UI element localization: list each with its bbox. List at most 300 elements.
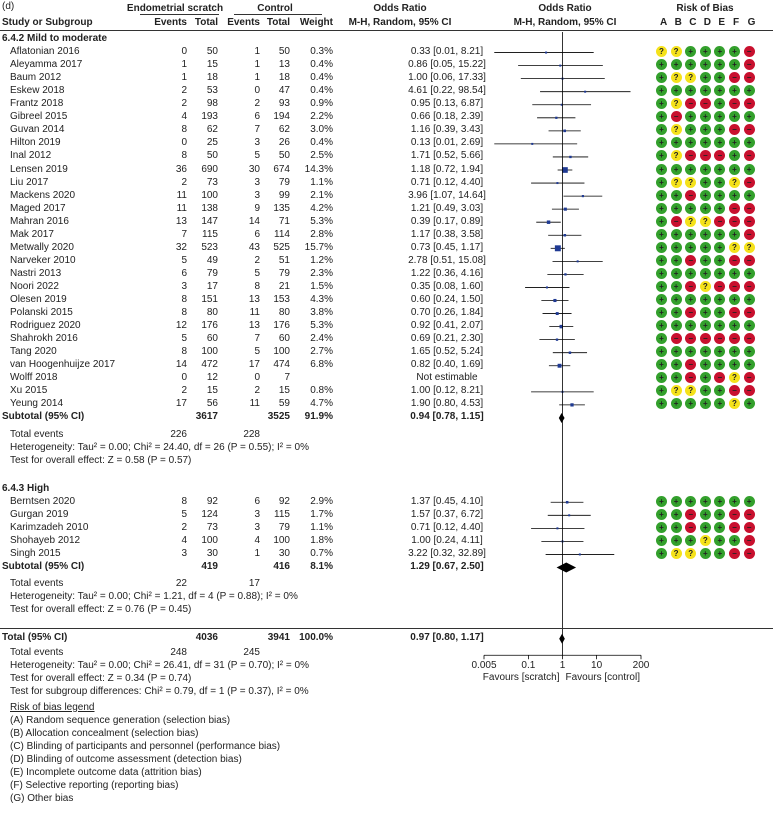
rob-low-icon: + xyxy=(671,320,682,331)
rob-low-icon: + xyxy=(671,535,682,546)
rob-low-icon: + xyxy=(700,111,711,122)
rob-low-icon: + xyxy=(729,294,740,305)
rob-low-icon: + xyxy=(671,307,682,318)
rob-letter-G: G xyxy=(747,17,756,28)
rob-unclear-icon: ? xyxy=(700,535,711,546)
rob-low-icon: + xyxy=(744,190,755,201)
rob-low-icon: + xyxy=(700,72,711,83)
study-name: Mahran 2016 xyxy=(10,215,69,227)
rob-high-icon: − xyxy=(744,72,755,83)
rob-low-icon: + xyxy=(700,268,711,279)
rob-low-icon: + xyxy=(685,268,696,279)
rob-low-icon: + xyxy=(729,535,740,546)
point-estimate-square xyxy=(558,364,562,368)
x-tick-label: 200 xyxy=(632,660,650,672)
control-total: 7 xyxy=(284,372,290,384)
rob-high-icon: − xyxy=(700,333,711,344)
subtotal-control-total: 416 xyxy=(273,561,290,572)
study-name: Tang 2020 xyxy=(10,346,57,358)
study-weight: 3.0% xyxy=(310,124,333,136)
control-events: 6 xyxy=(254,495,260,507)
x-tick-label: 1 xyxy=(559,660,566,672)
point-estimate-square xyxy=(555,117,557,119)
rob-unclear-icon: ? xyxy=(729,177,740,188)
subtotal-odds-ratio: 0.94 [0.78, 1.15] xyxy=(410,411,484,423)
control-events: 1 xyxy=(254,59,260,71)
control-events: 9 xyxy=(254,202,260,214)
rob-low-icon: + xyxy=(729,346,740,357)
rob-high-icon: − xyxy=(729,385,740,396)
scratch-events: 8 xyxy=(181,495,187,507)
study-odds-ratio: 4.61 [0.22, 98.54] xyxy=(408,85,486,97)
rob-low-icon: + xyxy=(700,522,711,533)
rob-low-icon: + xyxy=(714,124,725,135)
point-estimate-square xyxy=(556,527,558,529)
rob-high-icon: − xyxy=(685,372,696,383)
subtotal-weight: 8.1% xyxy=(310,561,333,572)
rob-low-icon: + xyxy=(729,268,740,279)
control-events: 1 xyxy=(254,72,260,84)
scratch-total: 472 xyxy=(201,359,218,371)
scratch-events: 5 xyxy=(181,508,187,520)
control-events: 5 xyxy=(254,346,260,358)
scratch-total: 56 xyxy=(206,398,218,410)
control-total: 18 xyxy=(278,72,290,84)
point-estimate-square xyxy=(562,167,568,173)
study-name: Lensen 2019 xyxy=(10,163,68,175)
rob-letter-D: D xyxy=(703,17,712,28)
rob-low-icon: + xyxy=(685,59,696,70)
rob-low-icon: + xyxy=(744,137,755,148)
rob-unclear-icon: ? xyxy=(700,216,711,227)
control-total: 50 xyxy=(278,150,290,162)
x-tick-label: 0.005 xyxy=(471,660,497,672)
rob-unclear-icon: ? xyxy=(671,46,682,57)
control-total: 21 xyxy=(278,280,290,292)
control-events: 3 xyxy=(254,137,260,149)
group1-header: Endometrial scratch xyxy=(126,3,224,14)
study-name: Noori 2022 xyxy=(10,280,59,292)
rob-low-icon: + xyxy=(656,137,667,148)
total2-header: Total xyxy=(266,17,290,28)
scratch-total: 53 xyxy=(206,85,218,97)
scratch-total: 100 xyxy=(201,189,218,201)
rob-high-icon: − xyxy=(729,203,740,214)
study-weight: 2.4% xyxy=(310,333,333,345)
study-name: Maged 2017 xyxy=(10,202,66,214)
rob-low-icon: + xyxy=(671,190,682,201)
study-weight: 1.7% xyxy=(310,508,333,520)
point-estimate-square xyxy=(566,501,569,504)
scratch-total: 17 xyxy=(206,280,218,292)
total-scratch: 4036 xyxy=(195,632,218,644)
rob-low-icon: + xyxy=(744,496,755,507)
control-total: 194 xyxy=(273,111,290,123)
legend-item: (B) Allocation concealment (selection bias) xyxy=(10,727,199,739)
study-odds-ratio: 1.37 [0.45, 4.10] xyxy=(410,495,484,507)
rob-letter-F: F xyxy=(733,17,740,28)
study-column-header: Study or Subgroup xyxy=(2,17,93,28)
study-name: Wolff 2018 xyxy=(10,372,58,384)
control-events: 6 xyxy=(254,228,260,240)
events1-header: Events xyxy=(154,17,187,28)
study-odds-ratio: 0.35 [0.08, 1.60] xyxy=(410,280,484,292)
rob-low-icon: + xyxy=(656,359,667,370)
rob-low-icon: + xyxy=(700,359,711,370)
study-odds-ratio: 1.57 [0.37, 6.72] xyxy=(410,508,484,520)
control-events: 11 xyxy=(249,307,260,319)
rob-high-icon: − xyxy=(685,150,696,161)
point-estimate-square xyxy=(553,299,556,302)
scratch-total: 79 xyxy=(206,267,218,279)
scratch-events: 2 xyxy=(181,176,187,188)
scratch-events: 4 xyxy=(181,111,187,123)
rob-high-icon: − xyxy=(714,333,725,344)
study-odds-ratio: 0.60 [0.24, 1.50] xyxy=(410,294,484,305)
study-odds-ratio: 0.86 [0.05, 15.22] xyxy=(408,59,486,71)
scratch-total: 124 xyxy=(201,508,218,520)
rob-low-icon: + xyxy=(656,72,667,83)
control-total: 114 xyxy=(274,228,290,240)
rob-low-icon: + xyxy=(714,98,725,109)
study-odds-ratio: 0.92 [0.41, 2.07] xyxy=(410,320,484,332)
rob-low-icon: + xyxy=(714,496,725,507)
rob-high-icon: − xyxy=(685,333,696,344)
study-weight: 1.1% xyxy=(310,176,333,188)
study-odds-ratio: 2.78 [0.51, 15.08] xyxy=(408,254,486,266)
scratch-total: 151 xyxy=(201,294,218,305)
study-name: Shahrokh 2016 xyxy=(10,333,78,345)
rob-low-icon: + xyxy=(685,203,696,214)
scratch-events: 8 xyxy=(181,124,187,136)
scratch-total: 80 xyxy=(206,307,218,319)
rob-unclear-icon: ? xyxy=(671,548,682,559)
rob-unclear-icon: ? xyxy=(656,46,667,57)
panel-label: (d) xyxy=(2,1,15,12)
rob-letter-A: A xyxy=(660,17,668,28)
rob-low-icon: + xyxy=(714,242,725,253)
rob-low-icon: + xyxy=(714,85,725,96)
control-total: 47 xyxy=(278,85,290,97)
study-name: Frantz 2018 xyxy=(10,98,64,110)
rob-low-icon: + xyxy=(656,268,667,279)
scratch-events: 0 xyxy=(181,372,187,384)
rob-unclear-icon: ? xyxy=(671,150,682,161)
control-total: 50 xyxy=(278,46,290,58)
scratch-events: 32 xyxy=(175,241,187,253)
rob-low-icon: + xyxy=(671,281,682,292)
control-events: 2 xyxy=(254,385,260,397)
scratch-total: 62 xyxy=(206,124,218,136)
rob-high-icon: − xyxy=(744,59,755,70)
study-name: Liu 2017 xyxy=(10,176,49,188)
rob-low-icon: + xyxy=(656,398,667,409)
rob-low-icon: + xyxy=(700,124,711,135)
scratch-total: 193 xyxy=(201,111,218,123)
total-overall-effect: Test for overall effect: Z = 0.34 (P = 0.74) xyxy=(10,673,192,685)
rob-high-icon: − xyxy=(714,281,725,292)
rob-low-icon: + xyxy=(656,294,667,305)
total-events-label: Total events xyxy=(10,647,64,659)
x-tick-label: 0.1 xyxy=(521,660,536,672)
rob-high-icon: − xyxy=(729,216,740,227)
study-odds-ratio: 1.00 [0.12, 8.21] xyxy=(410,385,484,397)
study-weight: 4.3% xyxy=(310,294,333,305)
total-rule xyxy=(0,628,773,629)
scratch-total: 92 xyxy=(206,495,218,507)
scratch-events: 7 xyxy=(181,228,187,240)
rob-low-icon: + xyxy=(700,509,711,520)
control-total: 100 xyxy=(273,534,290,546)
rob-high-icon: − xyxy=(729,548,740,559)
rob-low-icon: + xyxy=(729,190,740,201)
rob-high-icon: − xyxy=(685,98,696,109)
control-events: 3 xyxy=(254,508,260,520)
or-header: Odds Ratio xyxy=(373,3,427,14)
rob-low-icon: + xyxy=(744,294,755,305)
control-total: 674 xyxy=(273,163,290,175)
point-estimate-square xyxy=(555,245,561,251)
scratch-total: 138 xyxy=(201,202,218,214)
study-odds-ratio: 0.66 [0.18, 2.39] xyxy=(410,111,484,123)
total-events-scratch: 22 xyxy=(175,578,187,590)
rob-low-icon: + xyxy=(700,320,711,331)
rob-high-icon: − xyxy=(685,255,696,266)
study-name: Gurgan 2019 xyxy=(10,508,69,520)
scratch-total: 50 xyxy=(206,150,218,162)
total-events-scratch: 226 xyxy=(170,428,187,440)
rob-low-icon: + xyxy=(729,46,740,57)
study-weight: 2.2% xyxy=(310,111,333,123)
rob-low-icon: + xyxy=(729,111,740,122)
rob-unclear-icon: ? xyxy=(729,242,740,253)
rob-high-icon: − xyxy=(685,359,696,370)
plot-subheader: M-H, Random, 95% CI xyxy=(513,17,617,28)
rob-low-icon: + xyxy=(671,509,682,520)
study-odds-ratio: 1.00 [0.24, 4.11] xyxy=(411,534,483,546)
control-events: 8 xyxy=(254,280,260,292)
rob-low-icon: + xyxy=(700,548,711,559)
rob-high-icon: − xyxy=(729,281,740,292)
point-estimate-square xyxy=(569,156,571,158)
study-weight: 0.7% xyxy=(310,547,333,559)
rob-unclear-icon: ? xyxy=(671,177,682,188)
rob-high-icon: − xyxy=(700,98,711,109)
rob-low-icon: + xyxy=(656,255,667,266)
study-odds-ratio: 1.22 [0.36, 4.16] xyxy=(410,267,484,279)
total-events-control: 17 xyxy=(248,578,260,590)
scratch-total: 15 xyxy=(206,59,218,71)
legend-item: (C) Blinding of participants and personnel (performance bias) xyxy=(10,740,281,752)
rob-low-icon: + xyxy=(656,85,667,96)
scratch-total: 49 xyxy=(206,254,218,266)
study-weight: 14.3% xyxy=(304,163,333,175)
control-total: 15 xyxy=(278,385,290,397)
study-odds-ratio: 0.33 [0.01, 8.21] xyxy=(410,46,484,58)
rob-low-icon: + xyxy=(685,398,696,409)
total-odds-ratio: 0.97 [0.80, 1.17] xyxy=(410,632,484,644)
rob-low-icon: + xyxy=(744,398,755,409)
rob-low-icon: + xyxy=(685,496,696,507)
rob-unclear-icon: ? xyxy=(729,372,740,383)
overall-effect-text: Test for overall effect: Z = 0.76 (P = 0.45) xyxy=(10,604,192,616)
rob-low-icon: + xyxy=(656,177,667,188)
rob-high-icon: − xyxy=(714,150,725,161)
rob-low-icon: + xyxy=(671,372,682,383)
study-name: Olesen 2019 xyxy=(10,294,67,305)
control-events: 1 xyxy=(254,46,260,58)
point-estimate-square xyxy=(568,514,570,516)
rob-low-icon: + xyxy=(685,535,696,546)
rob-low-icon: + xyxy=(685,124,696,135)
control-total: 176 xyxy=(273,320,290,332)
control-events: 11 xyxy=(249,398,260,410)
scratch-total: 18 xyxy=(206,72,218,84)
scratch-events: 12 xyxy=(175,320,187,332)
control-events: 3 xyxy=(254,176,260,188)
rob-low-icon: + xyxy=(714,307,725,318)
scratch-total: 15 xyxy=(206,385,218,397)
total-events-label: Total events xyxy=(10,428,64,440)
study-name: Baum 2012 xyxy=(10,72,62,84)
study-weight: 0.4% xyxy=(310,85,333,97)
rob-high-icon: − xyxy=(685,307,696,318)
study-weight: 2.9% xyxy=(310,495,333,507)
control-total: 525 xyxy=(273,241,290,253)
rob-low-icon: + xyxy=(685,320,696,331)
group2-header: Control xyxy=(257,3,293,14)
scratch-events: 8 xyxy=(181,346,187,358)
rob-low-icon: + xyxy=(656,164,667,175)
grand-events-scratch: 248 xyxy=(170,647,187,659)
study-name: Aflatonian 2016 xyxy=(10,46,80,58)
study-name: Xu 2015 xyxy=(10,385,48,397)
rob-high-icon: − xyxy=(729,124,740,135)
rob-high-icon: − xyxy=(671,216,682,227)
subgroup-title: 6.4.2 Mild to moderate xyxy=(2,33,108,44)
control-total: 62 xyxy=(278,124,290,136)
total-events-control: 228 xyxy=(243,428,260,440)
rob-low-icon: + xyxy=(714,509,725,520)
total-events-label: Total events xyxy=(10,578,64,590)
subtotal-label: Subtotal (95% CI) xyxy=(2,411,85,423)
point-estimate-square xyxy=(556,182,558,184)
study-odds-ratio: 0.70 [0.26, 1.84] xyxy=(410,307,484,319)
study-weight: 15.7% xyxy=(304,241,333,253)
rob-low-icon: + xyxy=(656,346,667,357)
study-name: Mackens 2020 xyxy=(10,189,76,201)
scratch-total: 73 xyxy=(206,521,218,533)
rob-low-icon: + xyxy=(671,242,682,253)
study-odds-ratio: 1.00 [0.06, 17.33] xyxy=(408,72,486,84)
scratch-events: 17 xyxy=(175,398,187,410)
study-weight: 6.8% xyxy=(310,359,333,371)
scratch-events: 11 xyxy=(176,202,187,214)
control-events: 30 xyxy=(248,163,260,175)
point-estimate-square xyxy=(556,312,559,315)
study-odds-ratio: 1.18 [0.72, 1.94] xyxy=(410,163,484,175)
rob-low-icon: + xyxy=(700,307,711,318)
study-odds-ratio: 0.73 [0.45, 1.17] xyxy=(410,241,484,253)
rob-letter-C: C xyxy=(689,17,697,28)
study-weight: 0.4% xyxy=(310,72,333,84)
events2-header: Events xyxy=(227,17,260,28)
scratch-total: 147 xyxy=(201,215,218,227)
rob-low-icon: + xyxy=(656,242,667,253)
legend-item: (G) Other bias xyxy=(10,792,74,804)
rob-low-icon: + xyxy=(700,229,711,240)
rob-low-icon: + xyxy=(656,216,667,227)
rob-low-icon: + xyxy=(656,124,667,135)
control-events: 5 xyxy=(254,150,260,162)
study-odds-ratio: 0.82 [0.40, 1.69] xyxy=(410,359,484,371)
scratch-total: 176 xyxy=(201,320,218,332)
rob-low-icon: + xyxy=(656,320,667,331)
rob-low-icon: + xyxy=(729,164,740,175)
legend-item: (E) Incomplete outcome data (attrition bias) xyxy=(10,766,202,778)
point-estimate-square xyxy=(547,220,550,223)
rob-high-icon: − xyxy=(744,46,755,57)
scratch-total: 12 xyxy=(206,372,218,384)
subtotal-scratch-total: 3617 xyxy=(195,411,218,423)
rob-unclear-icon: ? xyxy=(671,72,682,83)
control-total: 153 xyxy=(273,294,290,305)
rob-high-icon: − xyxy=(729,333,740,344)
scratch-events: 0 xyxy=(181,137,187,149)
rob-low-icon: + xyxy=(700,398,711,409)
rob-low-icon: + xyxy=(671,229,682,240)
control-total: 79 xyxy=(278,521,290,533)
control-total: 93 xyxy=(278,98,290,110)
scratch-events: 8 xyxy=(181,294,187,305)
scratch-events: 5 xyxy=(181,254,187,266)
rob-low-icon: + xyxy=(700,137,711,148)
scratch-events: 3 xyxy=(181,280,187,292)
scratch-events: 2 xyxy=(181,98,187,110)
study-name: Polanski 2015 xyxy=(10,307,73,319)
study-weight: 0.4% xyxy=(310,59,333,71)
rob-high-icon: − xyxy=(744,229,755,240)
rob-low-icon: + xyxy=(656,385,667,396)
study-odds-ratio: 3.96 [1.07, 14.64] xyxy=(408,189,486,201)
rob-unclear-icon: ? xyxy=(685,72,696,83)
study-odds-ratio: 1.16 [0.39, 3.43] xyxy=(410,124,484,136)
scratch-events: 3 xyxy=(181,547,187,559)
scratch-events: 4 xyxy=(181,534,187,546)
subtotal-label: Subtotal (95% CI) xyxy=(2,561,85,572)
legend-item: (A) Random sequence generation (selection bias) xyxy=(10,714,231,726)
total1-header: Total xyxy=(194,17,218,28)
rob-low-icon: + xyxy=(700,255,711,266)
rob-low-icon: + xyxy=(656,548,667,559)
scratch-events: 2 xyxy=(181,85,187,97)
study-name: Shohayeb 2012 xyxy=(10,534,81,546)
study-weight: 2.3% xyxy=(310,267,333,279)
control-events: 2 xyxy=(254,254,260,266)
subgroup-differences-test: Test for subgroup differences: Chi² = 0.79, df = 1 (P = 0.37), I² = 0% xyxy=(10,686,309,698)
rob-low-icon: + xyxy=(714,59,725,70)
rob-low-icon: + xyxy=(685,346,696,357)
study-name: Mak 2017 xyxy=(10,228,54,240)
rob-low-icon: + xyxy=(729,85,740,96)
rob-low-icon: + xyxy=(714,229,725,240)
rob-low-icon: + xyxy=(714,137,725,148)
control-events: 7 xyxy=(254,124,260,136)
or-subheader: M-H, Random, 95% CI xyxy=(348,17,452,28)
rob-high-icon: − xyxy=(700,150,711,161)
rob-high-icon: − xyxy=(744,255,755,266)
rob-high-icon: − xyxy=(714,216,725,227)
